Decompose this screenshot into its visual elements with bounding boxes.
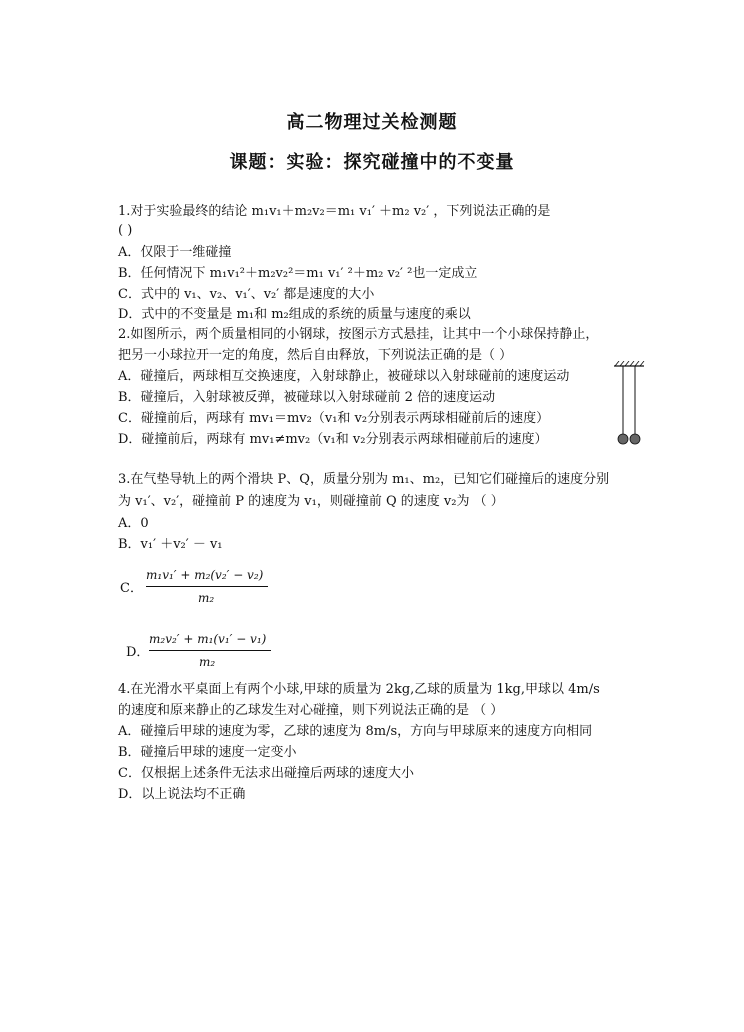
support-hatching [615,361,644,366]
right-ball [630,434,640,444]
q3-option-c-numerator: m₁v₁′ + m₂(v₂′ − v₂) [146,568,264,582]
q1-stem: 1.对于实验最终的结论 m₁v₁＋m₂v₂＝m₁ v₁′ ＋m₂ v₂′ ，下列说法正确的是 [118,204,551,219]
q2-option-b: B．碰撞后，入射球被反弹，被碰球以入射球碰前 2 倍的速度运动 [118,390,496,405]
page-title: 高二物理过关检测题 [286,112,458,133]
q3-option-b: B．v₁′ ＋v₂′ － v₁ [118,537,223,552]
q3-option-d-label: D． [126,645,150,660]
q3-option-d-denominator: m₂ [199,655,216,669]
q3-option-c-fraction [146,568,270,610]
q4-option-a: A．碰撞后甲球的速度为零，乙球的速度为 8m/s，方向与甲球原来的速度方向相同 [118,724,593,739]
q1-paren: ( ) [118,223,133,238]
q3-option-c-label: C． [120,581,143,596]
q3-option-d-numerator: m₂v₂′ + m₁(v₁′ − v₁) [149,632,267,646]
q2-option-c: C．碰撞前后，两球有 mv₁＝mv₂（v₁和 v₂分别表示两球相碰前后的速度） [118,411,550,426]
q4-option-d: D．以上说法均不正确 [118,787,246,802]
q2-stem-line1: 2.如图所示，两个质量相同的小钢球，按图示方式悬挂，让其中一个小球保持静止， [118,327,599,342]
fraction-bar [149,650,271,651]
q2-option-a: A．碰撞后，两球相互交换速度，入射球静止，被碰球以入射球碰前的速度运动 [118,369,570,384]
q2-option-d: D．碰撞前后，两球有 mv₁≠mv₂（v₁和 v₂分别表示两球相碰前后的速度） [118,432,548,447]
q4-stem-line1: 4.在光滑水平桌面上有两个小球,甲球的质量为 2kg,乙球的质量为 1kg,甲球以 4m/s [118,682,600,697]
q4-option-b: B．碰撞后甲球的速度一定变小 [118,745,297,760]
q3-stem-line2: 为 v₁′、v₂′，碰撞前 P 的速度为 v₁，则碰撞前 Q 的速度 v₂为 （ ） [118,494,504,509]
q1-option-b: B．任何情况下 m₁v₁²＋m₂v₂²＝m₁ v₁′ ²＋m₂ v₂′ ²也一定成立 [118,266,478,281]
q2-stem-line2: 把另一小球拉开一定的角度，然后自由释放，下列说法正确的是（ ） [118,348,513,363]
left-ball [618,434,628,444]
fraction-bar [146,586,268,587]
q1-option-a: A．仅限于一维碰撞 [118,245,232,260]
q1-option-c: C．式中的 v₁、v₂、v₁′、v₂′ 都是速度的大小 [118,287,375,302]
q3-option-c-denominator: m₂ [198,591,215,605]
pendulum-figure [612,361,646,449]
page-subtitle: 课题：实验：探究碰撞中的不变量 [229,152,515,173]
q4-option-c: C．仅根据上述条件无法求出碰撞后两球的速度大小 [118,766,414,781]
q3-option-a: A．0 [118,516,149,531]
q4-stem-line2: 的速度和原来静止的乙球发生对心碰撞，则下列说法正确的是 （ ） [118,703,504,718]
q3-option-d-fraction [149,632,273,674]
q1-option-d: D．式中的不变量是 m₁和 m₂组成的系统的质量与速度的乘以 [118,307,471,322]
q3-stem-line1: 3.在气垫导轨上的两个滑块 P、Q，质量分别为 m₁、m₂，已知它们碰撞后的速度分别 [118,472,610,487]
